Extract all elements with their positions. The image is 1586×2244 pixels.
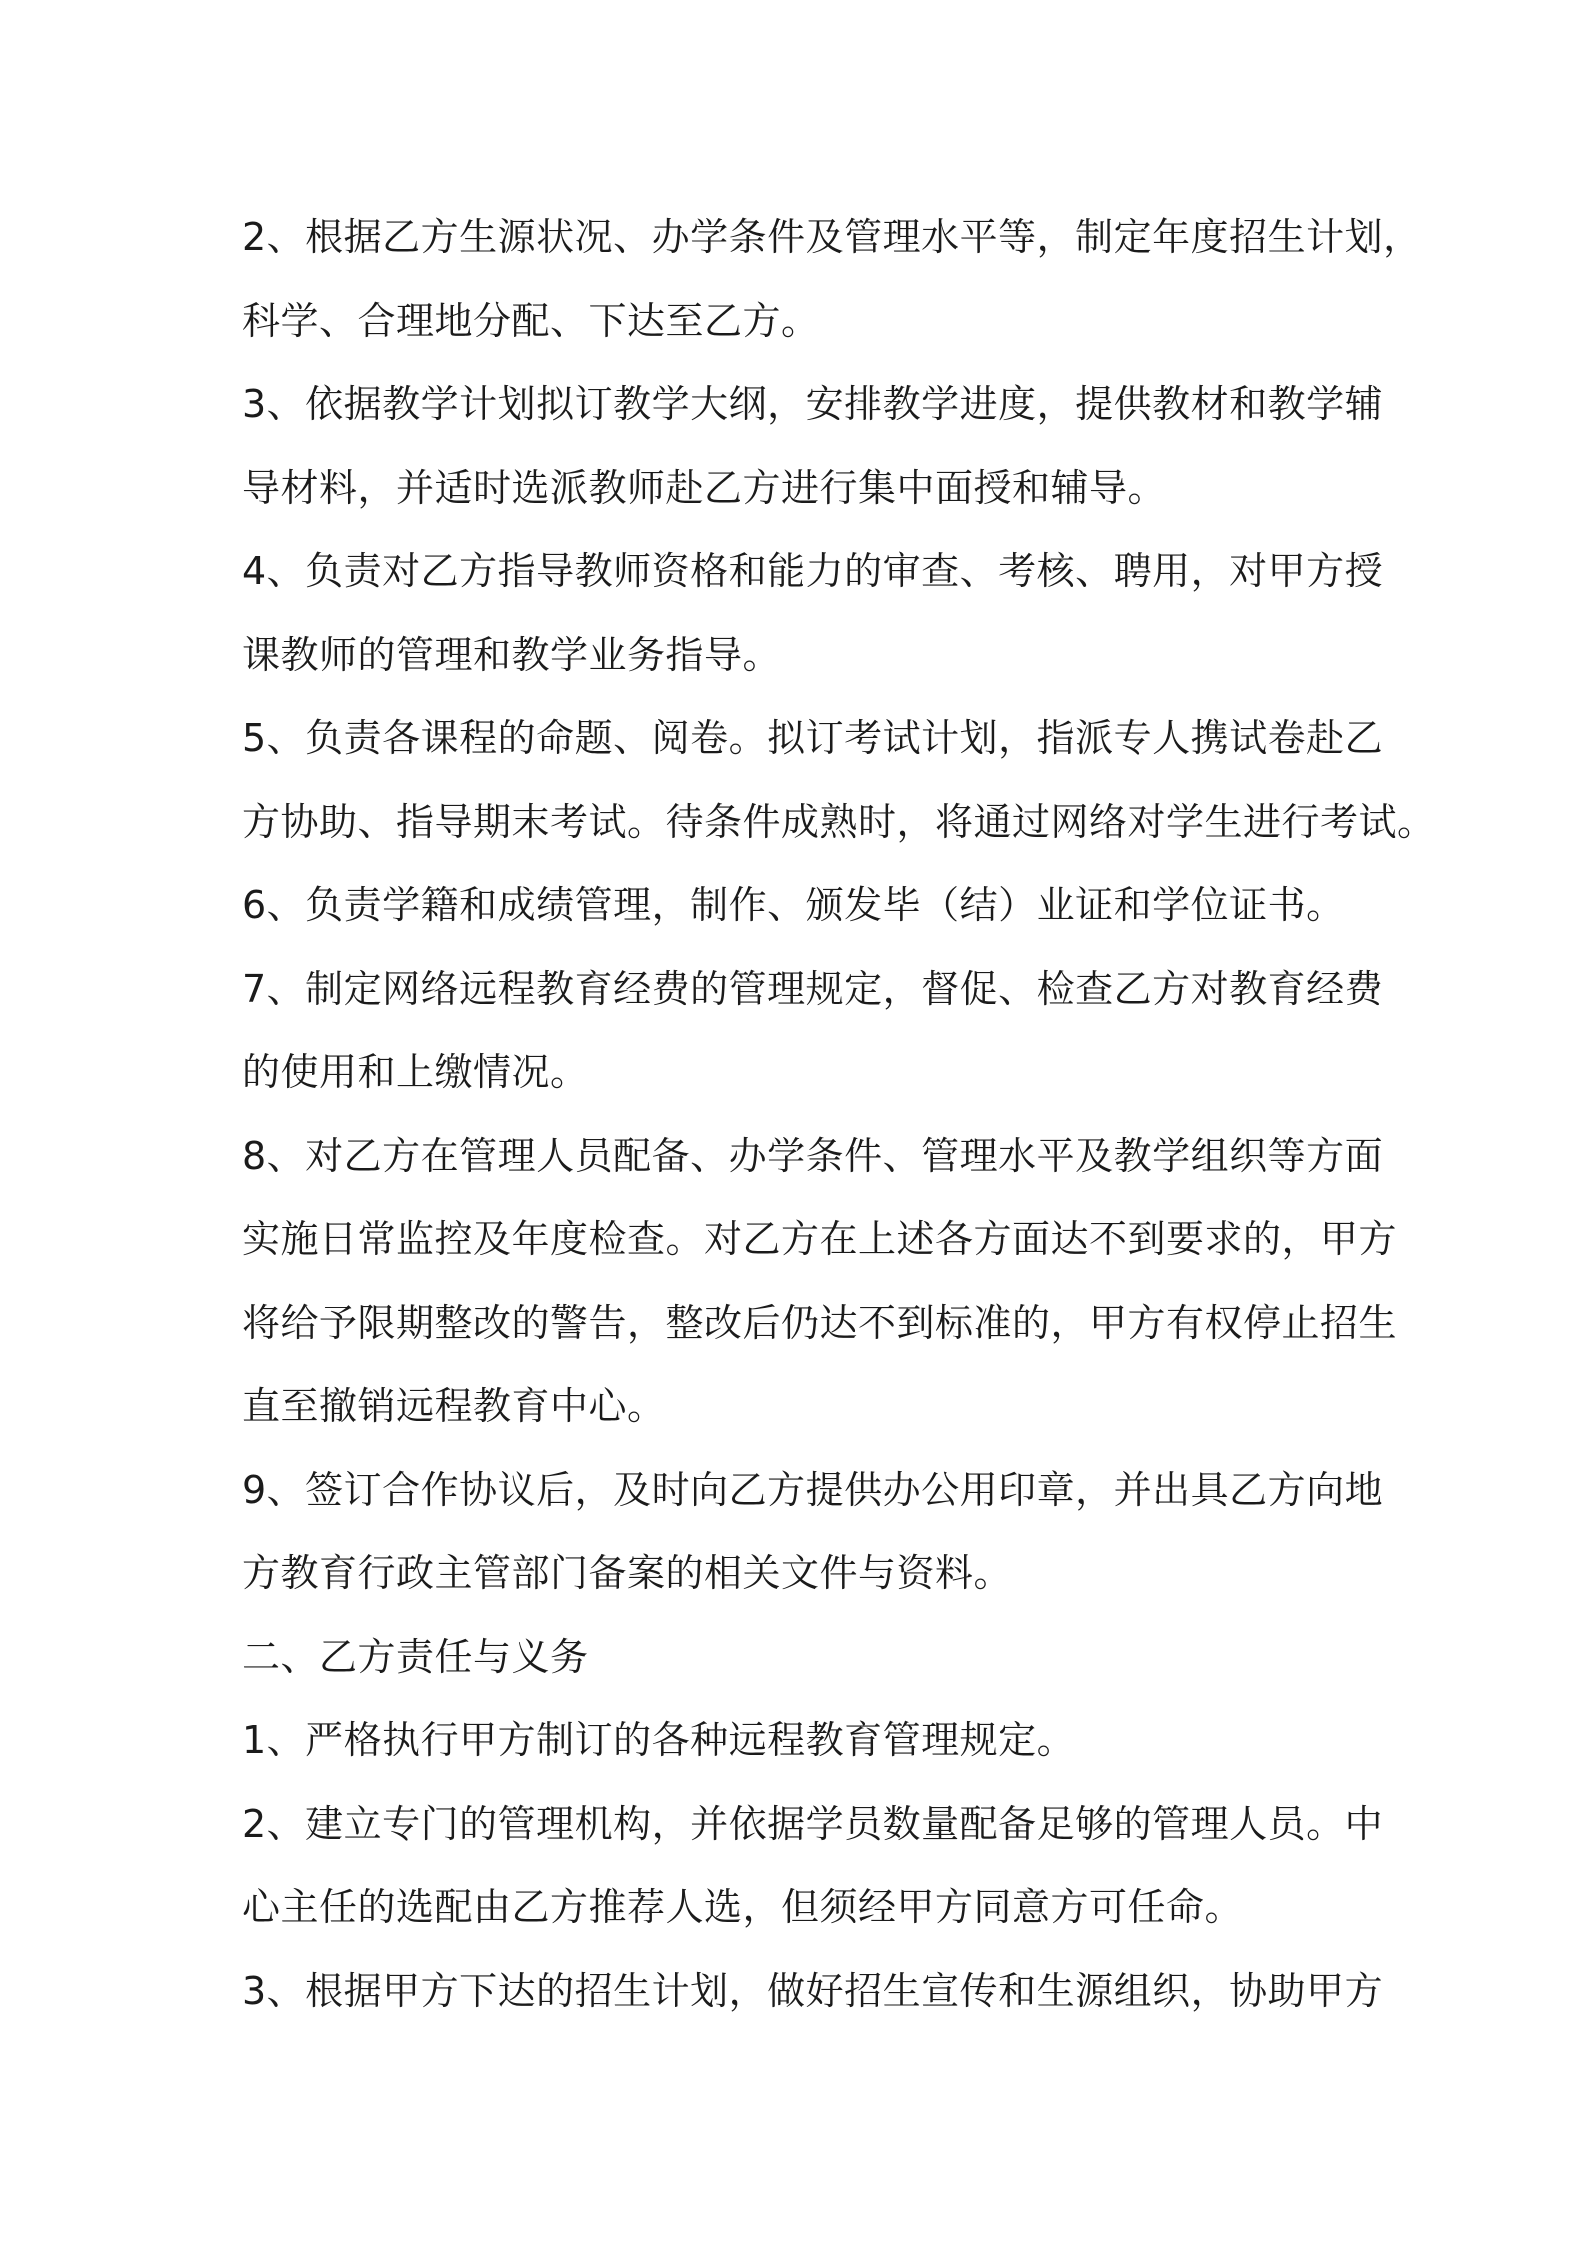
text-line: 课教师的管理和教学业务指导。 bbox=[242, 632, 782, 677]
text-line: 8、对乙方在管理人员配备、办学条件、管理水平及教学组织等方面 bbox=[242, 1133, 1384, 1178]
section-heading-party-b bbox=[242, 1616, 1376, 1700]
paragraph-item-3-syllabus bbox=[242, 363, 1384, 530]
text-line: 5、负责各课程的命题、阅卷。拟订考试计划，指派专人携试卷赴乙 bbox=[242, 716, 1384, 760]
text-line: 9、签订合作协议后，及时向乙方提供办公用印章，并出具乙方向地 bbox=[242, 1467, 1384, 1512]
text-line: 的使用和上缴情况。 bbox=[242, 1050, 589, 1094]
text-line: 科学、合理地分配、下达至乙方。 bbox=[242, 298, 820, 343]
paragraph-b-item-3-recruitment bbox=[242, 1950, 1384, 2034]
text-line: 直至撤销远程教育中心。 bbox=[242, 1384, 666, 1428]
text-line: 3、根据甲方下达的招生计划，做好招生宣传和生源组织，协助甲方 bbox=[242, 1968, 1384, 2013]
paragraph-item-8-monitoring bbox=[242, 1115, 1398, 1449]
text-line: 方教育行政主管部门备案的相关文件与资料。 bbox=[242, 1551, 1013, 1595]
text-line: 1、严格执行甲方制订的各种远程教育管理规定。 bbox=[242, 1718, 1076, 1762]
text-line: 4、负责对乙方指导教师资格和能力的审查、考核、聘用，对甲方授 bbox=[242, 549, 1384, 593]
text-line: 2、建立专门的管理机构，并依据学员数量配备足够的管理人员。中 bbox=[242, 1801, 1384, 1846]
document-body bbox=[242, 196, 1436, 2033]
paragraph-item-2-enrollment-plan bbox=[242, 196, 1422, 363]
text-line: 6、负责学籍和成绩管理，制作、颁发毕（结）业证和学位证书。 bbox=[242, 883, 1345, 927]
paragraph-b-item-2-management bbox=[242, 1783, 1384, 1950]
paragraph-item-9-seal bbox=[242, 1449, 1384, 1616]
paragraph-item-7-funding bbox=[242, 948, 1384, 1115]
text-line: 实施日常监控及年度检查。对乙方在上述各方面达不到要求的，甲方 bbox=[242, 1217, 1398, 1261]
paragraph-b-item-1-regulations bbox=[242, 1699, 1376, 1783]
text-line: 将给予限期整改的警告，整改后仍达不到标准的，甲方有权停止招生 bbox=[242, 1300, 1398, 1345]
text-line: 心主任的选配由乙方推荐人选，但须经甲方同意方可任命。 bbox=[242, 1885, 1244, 1929]
paragraph-item-4-teacher-review bbox=[242, 530, 1384, 697]
text-line: 方协助、指导期末考试。待条件成熟时，将通过网络对学生进行考试。 bbox=[242, 799, 1436, 844]
text-line: 导材料，并适时选派教师赴乙方进行集中面授和辅导。 bbox=[242, 465, 1167, 510]
text-line: 2、根据乙方生源状况、办学条件及管理水平等，制定年度招生计划， bbox=[242, 215, 1422, 259]
section-heading: 二、乙方责任与义务 bbox=[242, 1634, 589, 1679]
text-line: 7、制定网络远程教育经费的管理规定，督促、检查乙方对教育经费 bbox=[242, 966, 1384, 1011]
paragraph-item-6-records bbox=[242, 864, 1376, 948]
paragraph-item-5-exams bbox=[242, 697, 1436, 864]
text-line: 3、依据教学计划拟订教学大纲，安排教学进度，提供教材和教学辅 bbox=[242, 382, 1384, 426]
